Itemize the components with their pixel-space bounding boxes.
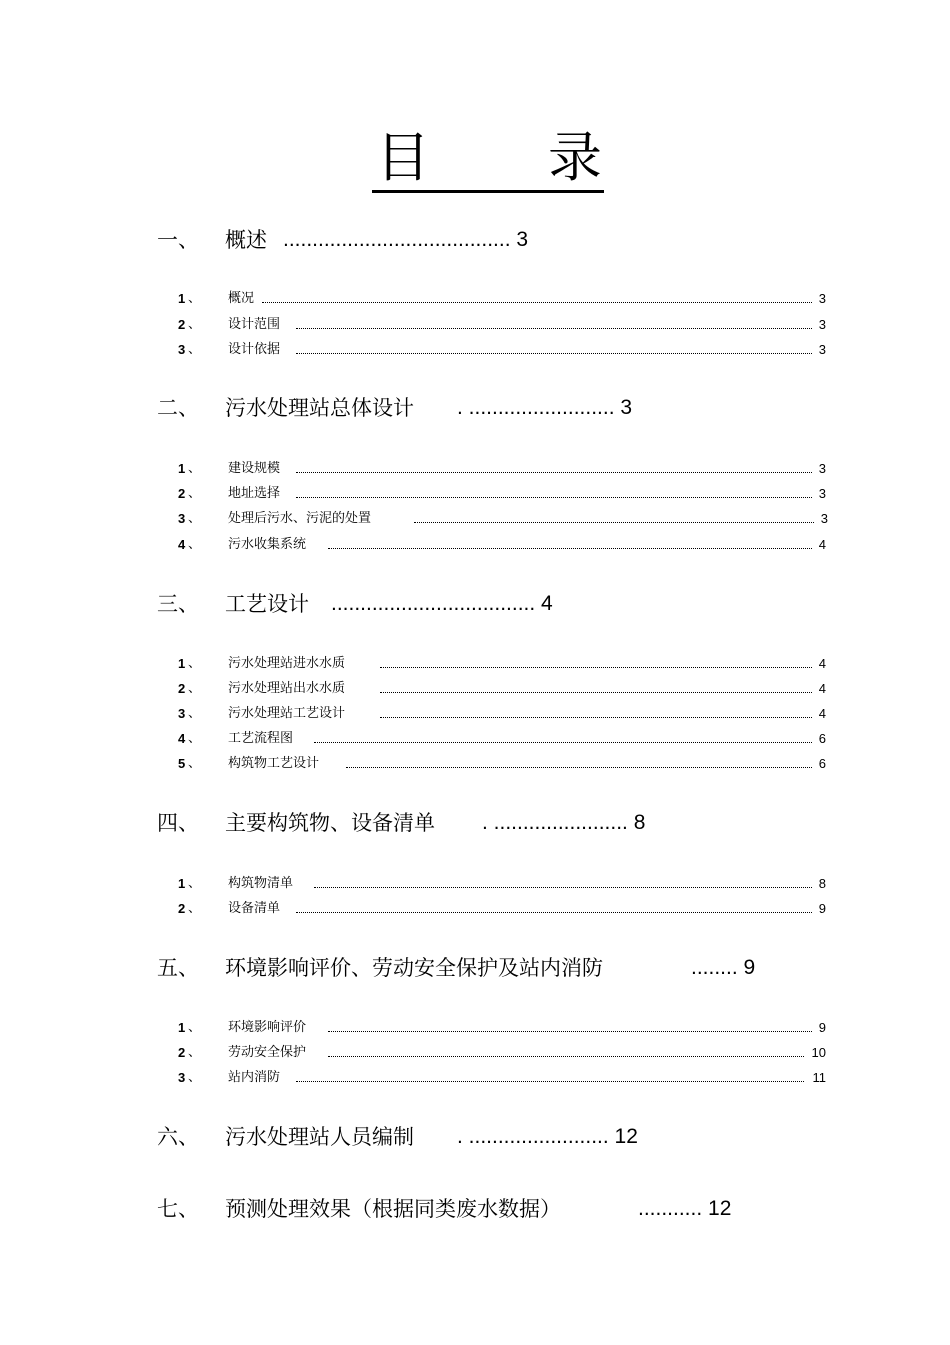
dot-leader: [328, 1056, 804, 1057]
item-page: 3: [818, 486, 826, 501]
section-label: 污水处理站人员编制: [225, 1125, 414, 1149]
item-separator: 、: [188, 537, 202, 552]
item-number: 1: [178, 1020, 186, 1035]
section-leader-page: . ....................... 8: [482, 811, 646, 834]
toc-title-char-1: 目: [376, 126, 430, 189]
item-number: 2: [178, 317, 186, 332]
toc-item-2-3[interactable]: [178, 509, 826, 529]
item-page: 3: [818, 461, 826, 476]
item-separator: 、: [188, 461, 202, 476]
toc-title: [372, 128, 604, 193]
item-label: 环境影响评价: [228, 1020, 307, 1035]
dot-leader: [296, 472, 812, 473]
section-leader-page: ....................................... 3: [283, 228, 529, 251]
item-separator: 、: [188, 291, 202, 306]
item-label: 设计范围: [228, 317, 281, 332]
item-separator: 、: [188, 486, 202, 501]
item-page: 3: [820, 511, 828, 526]
item-separator: 、: [188, 1070, 202, 1085]
section-label: 主要构筑物、设备清单: [225, 811, 435, 835]
toc-item-1-1[interactable]: [178, 289, 826, 309]
item-separator: 、: [188, 731, 202, 746]
item-label: 设计依据: [228, 342, 281, 357]
item-number: 2: [178, 681, 186, 696]
item-page: 3: [818, 342, 826, 357]
section-number: 三、: [157, 592, 199, 616]
item-page: 4: [818, 706, 826, 721]
item-page: 11: [812, 1070, 826, 1085]
toc-title-char-2: 录: [548, 126, 602, 189]
item-number: 3: [178, 511, 186, 526]
section-label: 污水处理站总体设计: [225, 396, 414, 420]
item-number: 5: [178, 756, 186, 771]
item-label: 污水收集系统: [228, 537, 307, 552]
section-number: 四、: [157, 811, 199, 835]
item-separator: 、: [188, 317, 202, 332]
toc-item-3-2[interactable]: [178, 679, 826, 699]
item-number: 1: [178, 876, 186, 891]
item-page: 4: [818, 656, 826, 671]
toc-item-2-4[interactable]: [178, 535, 826, 555]
item-number: 4: [178, 731, 186, 746]
item-page: 6: [818, 756, 826, 771]
item-separator: 、: [188, 901, 202, 916]
section-number: 五、: [157, 956, 199, 980]
item-label: 站内消防: [228, 1070, 281, 1085]
item-number: 2: [178, 1045, 186, 1060]
item-page: 3: [818, 317, 826, 332]
item-number: 4: [178, 537, 186, 552]
toc-item-3-1[interactable]: [178, 654, 826, 674]
item-page: 9: [818, 1020, 826, 1035]
dot-leader: [296, 1081, 804, 1082]
item-number: 3: [178, 1070, 186, 1085]
toc-item-3-3[interactable]: [178, 704, 826, 724]
section-number: 一、: [157, 228, 199, 252]
item-separator: 、: [188, 511, 202, 526]
section-leader-page: ........... 12: [638, 1197, 732, 1220]
item-separator: 、: [188, 1020, 202, 1035]
toc-item-5-3[interactable]: [178, 1068, 826, 1088]
toc-item-2-1[interactable]: [178, 459, 826, 479]
dot-leader: [414, 522, 814, 523]
item-label: 工艺流程图: [228, 731, 294, 746]
item-number: 1: [178, 461, 186, 476]
dot-leader: [262, 302, 812, 303]
section-leader-page: . ........................ 12: [457, 1125, 638, 1148]
item-label: 构筑物清单: [228, 876, 294, 891]
section-label: 工艺设计: [225, 592, 309, 616]
item-separator: 、: [188, 876, 202, 891]
toc-item-3-5[interactable]: [178, 754, 826, 774]
dot-leader: [346, 767, 812, 768]
toc-item-3-4[interactable]: [178, 729, 826, 749]
toc-item-5-2[interactable]: [178, 1043, 826, 1063]
dot-leader: [328, 1031, 812, 1032]
dot-leader: [380, 692, 812, 693]
item-separator: 、: [188, 706, 202, 721]
item-page: 6: [818, 731, 826, 746]
item-label: 劳动安全保护: [228, 1045, 307, 1060]
toc-item-4-2[interactable]: [178, 899, 826, 919]
item-number: 1: [178, 656, 186, 671]
section-leader-page: . ......................... 3: [457, 396, 633, 419]
toc-item-5-1[interactable]: [178, 1018, 826, 1038]
dot-leader: [296, 328, 812, 329]
section-label: 概述: [225, 228, 267, 252]
dot-leader: [314, 742, 812, 743]
toc-item-2-2[interactable]: [178, 484, 826, 504]
item-label: 污水处理站工艺设计: [228, 706, 346, 721]
item-number: 3: [178, 706, 186, 721]
section-number: 七、: [157, 1197, 199, 1221]
item-separator: 、: [188, 756, 202, 771]
section-number: 六、: [157, 1125, 199, 1149]
section-number: 二、: [157, 396, 199, 420]
item-label: 构筑物工艺设计: [228, 756, 320, 771]
dot-leader: [296, 912, 812, 913]
dot-leader: [296, 497, 812, 498]
dot-leader: [314, 887, 812, 888]
item-label: 地址选择: [228, 486, 281, 501]
item-number: 2: [178, 901, 186, 916]
item-number: 3: [178, 342, 186, 357]
item-separator: 、: [188, 1045, 202, 1060]
item-label: 设备清单: [228, 901, 281, 916]
item-page: 4: [818, 681, 826, 696]
toc-item-1-3[interactable]: [178, 340, 826, 360]
item-label: 建设规模: [228, 461, 281, 476]
toc-item-4-1[interactable]: [178, 874, 826, 894]
dot-leader: [296, 353, 812, 354]
item-page: 8: [818, 876, 826, 891]
item-label: 污水处理站进水水质: [228, 656, 346, 671]
section-label: 环境影响评价、劳动安全保护及站内消防: [225, 956, 603, 980]
item-page: 3: [818, 291, 826, 306]
section-label: 预测处理效果（根据同类废水数据）: [225, 1197, 561, 1221]
item-page: 9: [818, 901, 826, 916]
item-label: 处理后污水、污泥的处置: [228, 511, 372, 526]
dot-leader: [328, 548, 812, 549]
item-label: 概况: [228, 291, 255, 306]
item-number: 1: [178, 291, 186, 306]
section-leader-page: ................................... 4: [331, 592, 553, 615]
dot-leader: [380, 717, 812, 718]
item-page: 10: [811, 1045, 826, 1060]
item-separator: 、: [188, 342, 202, 357]
section-leader-page: ........ 9: [691, 956, 756, 979]
item-page: 4: [818, 537, 826, 552]
dot-leader: [380, 667, 812, 668]
item-separator: 、: [188, 681, 202, 696]
toc-item-1-2[interactable]: [178, 315, 826, 335]
item-number: 2: [178, 486, 186, 501]
item-separator: 、: [188, 656, 202, 671]
item-label: 污水处理站出水水质: [228, 681, 346, 696]
